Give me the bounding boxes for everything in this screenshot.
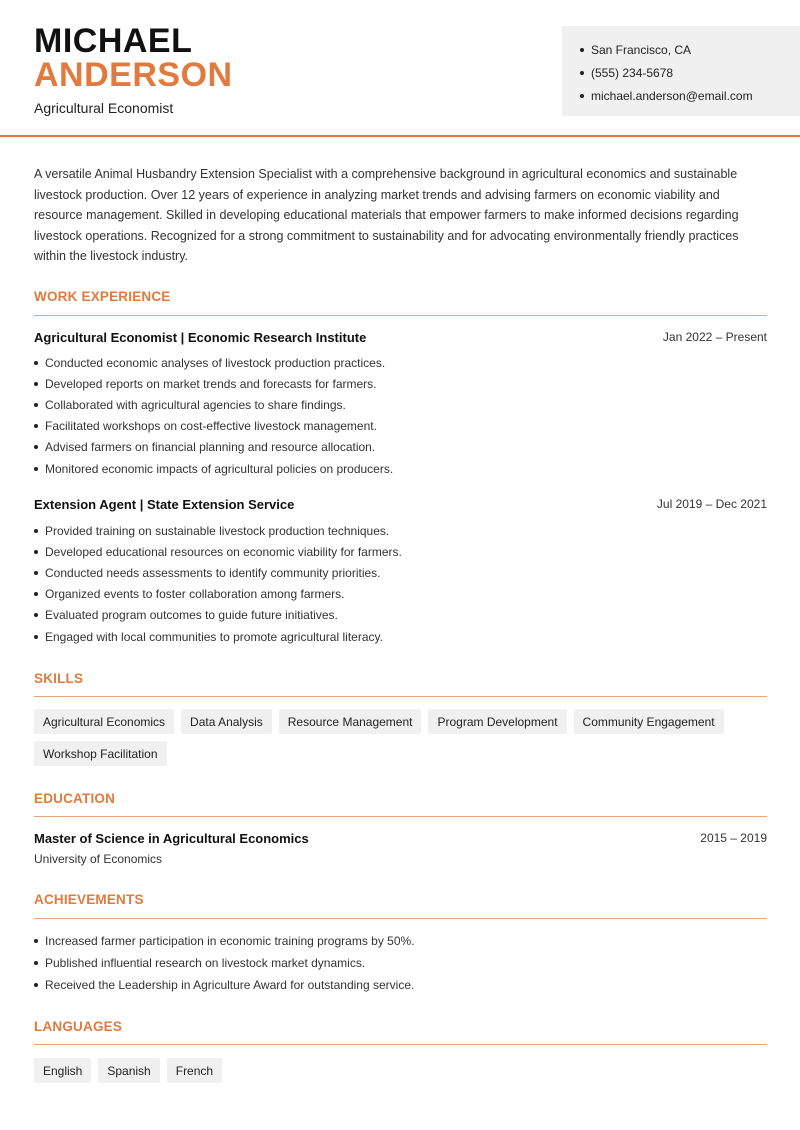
skill-chip: Data Analysis	[181, 709, 272, 734]
list-item: Increased farmer participation in economic training programs by 50%.	[34, 930, 415, 952]
list-item: Received the Leadership in Agriculture Award for outstanding service.	[34, 974, 415, 996]
list-item: Organized events to foster collaboration among farmers.	[34, 584, 402, 605]
language-chip: French	[167, 1058, 222, 1083]
bullet-icon	[34, 403, 38, 407]
bullet-icon	[34, 939, 38, 943]
bullet-icon	[34, 592, 38, 596]
email-text[interactable]: michael.anderson@email.com	[591, 88, 753, 103]
language-chip: Spanish	[98, 1058, 159, 1083]
bullet-icon	[580, 94, 584, 98]
list-item: Developed educational resources on economic viability for farmers.	[34, 541, 402, 562]
skill-chip: Resource Management	[279, 709, 422, 734]
section-title-achievements: ACHIEVEMENTS	[34, 892, 144, 907]
list-item: Conducted needs assessments to identify community priorities.	[34, 562, 402, 583]
bullet-icon	[34, 361, 38, 365]
skill-chip: Workshop Facilitation	[34, 741, 167, 766]
bullet-icon	[34, 467, 38, 471]
list-item: Conducted economic analyses of livestock production practices.	[34, 352, 393, 373]
list-item: Engaged with local communities to promote agricultural literacy.	[34, 626, 402, 647]
skill-chip: Program Development	[428, 709, 566, 734]
contact-email[interactable]	[580, 84, 782, 107]
list-item: Evaluated program outcomes to guide future initiatives.	[34, 605, 402, 626]
bullet-icon	[34, 613, 38, 617]
resume-header	[0, 0, 800, 137]
job-role: Extension Agent | State Extension Service	[34, 497, 295, 512]
section-title-education: EDUCATION	[34, 791, 116, 806]
bullet-icon	[34, 635, 38, 639]
bullet-icon	[34, 983, 38, 987]
contact-phone	[580, 61, 782, 84]
section-divider	[34, 696, 767, 697]
list-item: Developed reports on market trends and forecasts for farmers.	[34, 373, 393, 394]
bullet-icon	[34, 571, 38, 575]
skill-chip: Agricultural Economics	[34, 709, 174, 734]
bullet-icon	[34, 445, 38, 449]
list-item: Published influential research on livestock market dynamics.	[34, 952, 415, 974]
list-item: Advised farmers on financial planning and resource allocation.	[34, 437, 393, 458]
summary-paragraph: A versatile Animal Husbandry Extension Specialist with a comprehensive background in agricultural economics and sustainable livestock production. Over 12 years of experience in analyzing market trends and advising farmers on economic viability and resource management. Skilled in developing educational materials that empower farmers to make informed decisions regarding livestock operations. Recognized for a strong commitment to sustainability and for advocating environmentally friendly practices within the livestock industry.	[34, 167, 739, 263]
contact-box	[562, 26, 800, 116]
list-item: Monitored economic impacts of agricultural policies on producers.	[34, 458, 393, 479]
job-header	[34, 330, 767, 345]
skill-chip: Community Engagement	[574, 709, 724, 734]
section-title-languages: LANGUAGES	[34, 1019, 123, 1034]
last-name: ANDERSON	[34, 56, 233, 94]
bullet-icon	[34, 529, 38, 533]
section-title-work: WORK EXPERIENCE	[34, 289, 171, 304]
job-title: Agricultural Economist	[34, 100, 174, 116]
education-degree: Master of Science in Agricultural Economics	[34, 831, 309, 846]
job-bullets	[34, 520, 402, 647]
phone-text: (555) 234-5678	[591, 65, 674, 80]
list-item: Collaborated with agricultural agencies to share findings.	[34, 394, 393, 415]
job-dates: Jul 2019 – Dec 2021	[656, 497, 767, 511]
bullet-icon	[34, 424, 38, 428]
bullet-icon	[34, 550, 38, 554]
languages-list	[34, 1058, 767, 1083]
bullet-icon	[34, 961, 38, 965]
education-school: University of Economics	[34, 852, 163, 866]
achievements-list	[34, 930, 415, 996]
section-title-skills: SKILLS	[34, 671, 84, 686]
list-item: Facilitated workshops on cost-effective livestock management.	[34, 416, 393, 437]
education-years: 2015 – 2019	[700, 831, 767, 845]
first-name: MICHAEL	[34, 22, 193, 60]
section-divider	[34, 918, 767, 919]
contact-location	[580, 38, 782, 61]
job-role: Agricultural Economist | Economic Research Institute	[34, 330, 367, 345]
location-text: San Francisco, CA	[591, 42, 692, 57]
education-header	[34, 831, 767, 846]
list-item: Provided training on sustainable livestock production techniques.	[34, 520, 402, 541]
section-divider	[34, 315, 767, 316]
job-header	[34, 497, 767, 512]
job-dates: Jan 2022 – Present	[662, 330, 767, 344]
section-divider	[34, 816, 767, 817]
bullet-icon	[580, 71, 584, 75]
bullet-icon	[580, 48, 584, 52]
job-bullets	[34, 352, 393, 479]
skills-list	[34, 709, 767, 766]
bullet-icon	[34, 382, 38, 386]
language-chip: English	[34, 1058, 91, 1083]
section-divider	[34, 1044, 767, 1045]
